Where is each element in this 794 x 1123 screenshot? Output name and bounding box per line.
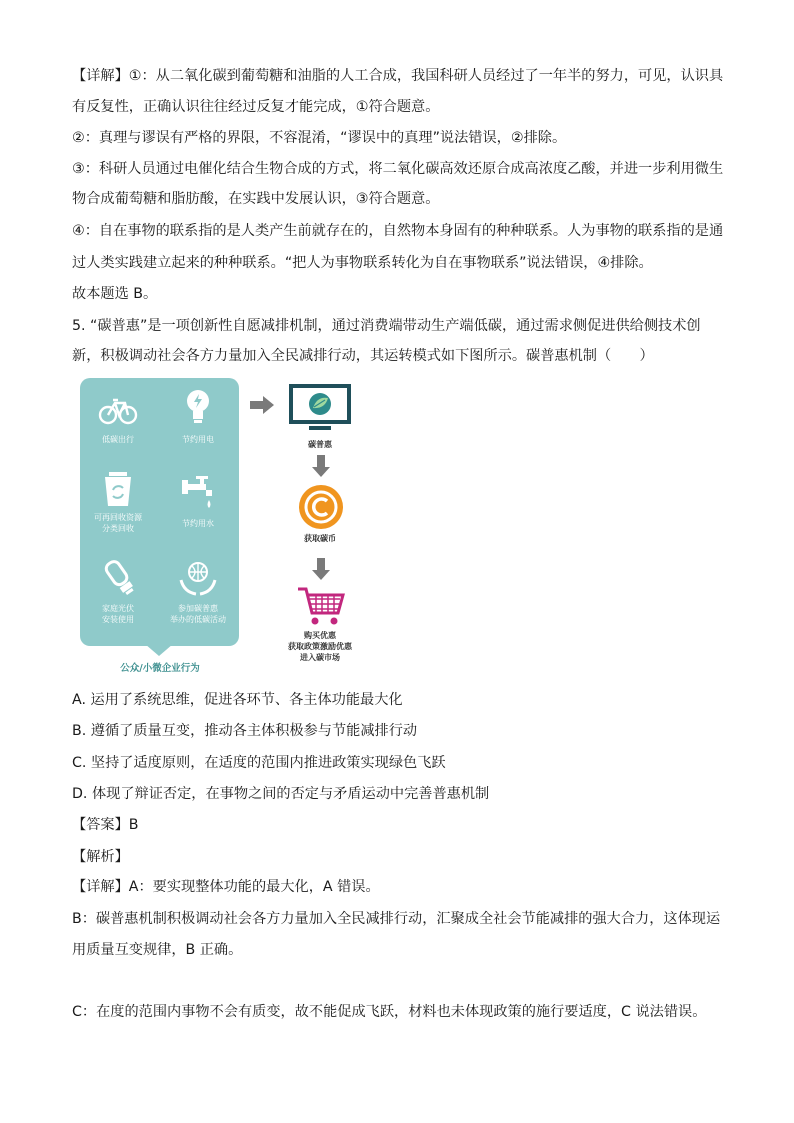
analysis-line: ④：自在事物的联系指的是人类产生前就存在的，自然物本身固有的种种联系。人为事物的联系指的是通 xyxy=(72,223,724,239)
explanation-line: 【详解】A：要实现整体功能的最大化，A 错误。 xyxy=(72,879,380,895)
recycle-bin-icon xyxy=(98,468,138,508)
item-label: 安装使用 xyxy=(102,615,134,624)
question-stem: 5. “碳普惠”是一项创新性自愿减排机制，通过消费端带动生产端低碳，通过需求侧促进供给侧技术创 xyxy=(72,318,701,334)
flow-label: 获取政策激励优惠 xyxy=(288,642,352,651)
bicycle-icon xyxy=(98,390,138,430)
analysis-line: ③：科研人员通过电催化结合生物合成的方式，将二氧化碳高效还原合成高浓度乙酸，并进一步利用微生 xyxy=(72,161,724,177)
hands-globe-icon xyxy=(178,558,218,598)
option-a: A. 运用了系统思维，促进各环节、各主体功能最大化 xyxy=(72,692,403,708)
arrow-down-icon xyxy=(312,558,330,580)
lightbulb-icon xyxy=(178,386,218,426)
analysis-conclusion: 故本题选 B。 xyxy=(72,286,158,302)
item-label: 家庭光伏 xyxy=(102,604,134,613)
parse-heading: 【解析】 xyxy=(72,849,129,865)
shopping-cart-icon xyxy=(296,585,346,627)
item-label: 可再回收资源 xyxy=(94,513,142,522)
item-label: 分类回收 xyxy=(102,524,134,533)
explanation-line: B：碳普惠机制积极调动社会各方力量加入全民减排行动，汇聚成全社会节能减排的强大合力，这体现运 xyxy=(72,911,721,927)
carbon-coin-icon xyxy=(298,484,344,530)
flow-label: 进入碳市场 xyxy=(300,653,340,662)
option-d: D. 体现了辩证否定，在事物之间的否定与矛盾运动中完善普惠机制 xyxy=(72,786,490,802)
arrow-right-icon xyxy=(250,396,274,414)
question-stem: 新，积极调动社会各方力量加入全民减排行动，其运转模式如下图所示。碳普惠机制（ ） xyxy=(72,348,654,364)
analysis-line: 【详解】①：从二氧化碳到葡萄糖和油脂的人工合成，我国科研人员经过了一年半的努力，可见，认识具 xyxy=(72,68,724,84)
analysis-line: 有反复性，正确认识往往经过反复才能完成，①符合题意。 xyxy=(72,99,440,115)
flow-label: 碳普惠 xyxy=(308,440,332,449)
analysis-line: 过人类实践建立起来的种种联系。“把人为事物联系转化为自在事物联系”说法错误，④排除。 xyxy=(72,255,653,271)
energy-saving-lamp-icon xyxy=(100,558,140,598)
option-c: C. 坚持了适度原则，在适度的范围内推进政策实现绿色飞跃 xyxy=(72,755,446,771)
item-label: 节约用电 xyxy=(182,435,214,444)
explanation-line: C：在度的范围内事物不会有质变，故不能促成飞跃，材料也未体现政策的施行要适度，C 说法错误。 xyxy=(72,1004,707,1020)
item-label: 举办的低碳活动 xyxy=(170,615,226,624)
answer: 【答案】B xyxy=(72,817,139,833)
analysis-line: 物合成葡萄糖和脂肪酸，在实践中发展认识，③符合题意。 xyxy=(72,191,440,207)
panel-pointer xyxy=(138,638,180,656)
carbon-inclusive-diagram xyxy=(80,378,380,680)
flow-label: 获取碳币 xyxy=(304,534,336,543)
item-label: 节约用水 xyxy=(182,519,214,528)
explanation-line: 用质量互变规律，B 正确。 xyxy=(72,942,243,958)
monitor-icon xyxy=(287,382,353,434)
panel-caption: 公众/小微企业行为 xyxy=(120,663,200,674)
item-label: 参加碳普惠 xyxy=(178,604,218,613)
analysis-line: ②：真理与谬误有严格的界限，不容混淆，“谬误中的真理”说法错误，②排除。 xyxy=(72,130,567,146)
option-b: B. 遵循了质量互变，推动各主体积极参与节能减排行动 xyxy=(72,723,418,739)
item-label: 低碳出行 xyxy=(102,435,134,444)
faucet-icon xyxy=(178,474,218,514)
arrow-down-icon xyxy=(312,455,330,477)
flow-label: 购买优惠 xyxy=(304,631,336,640)
